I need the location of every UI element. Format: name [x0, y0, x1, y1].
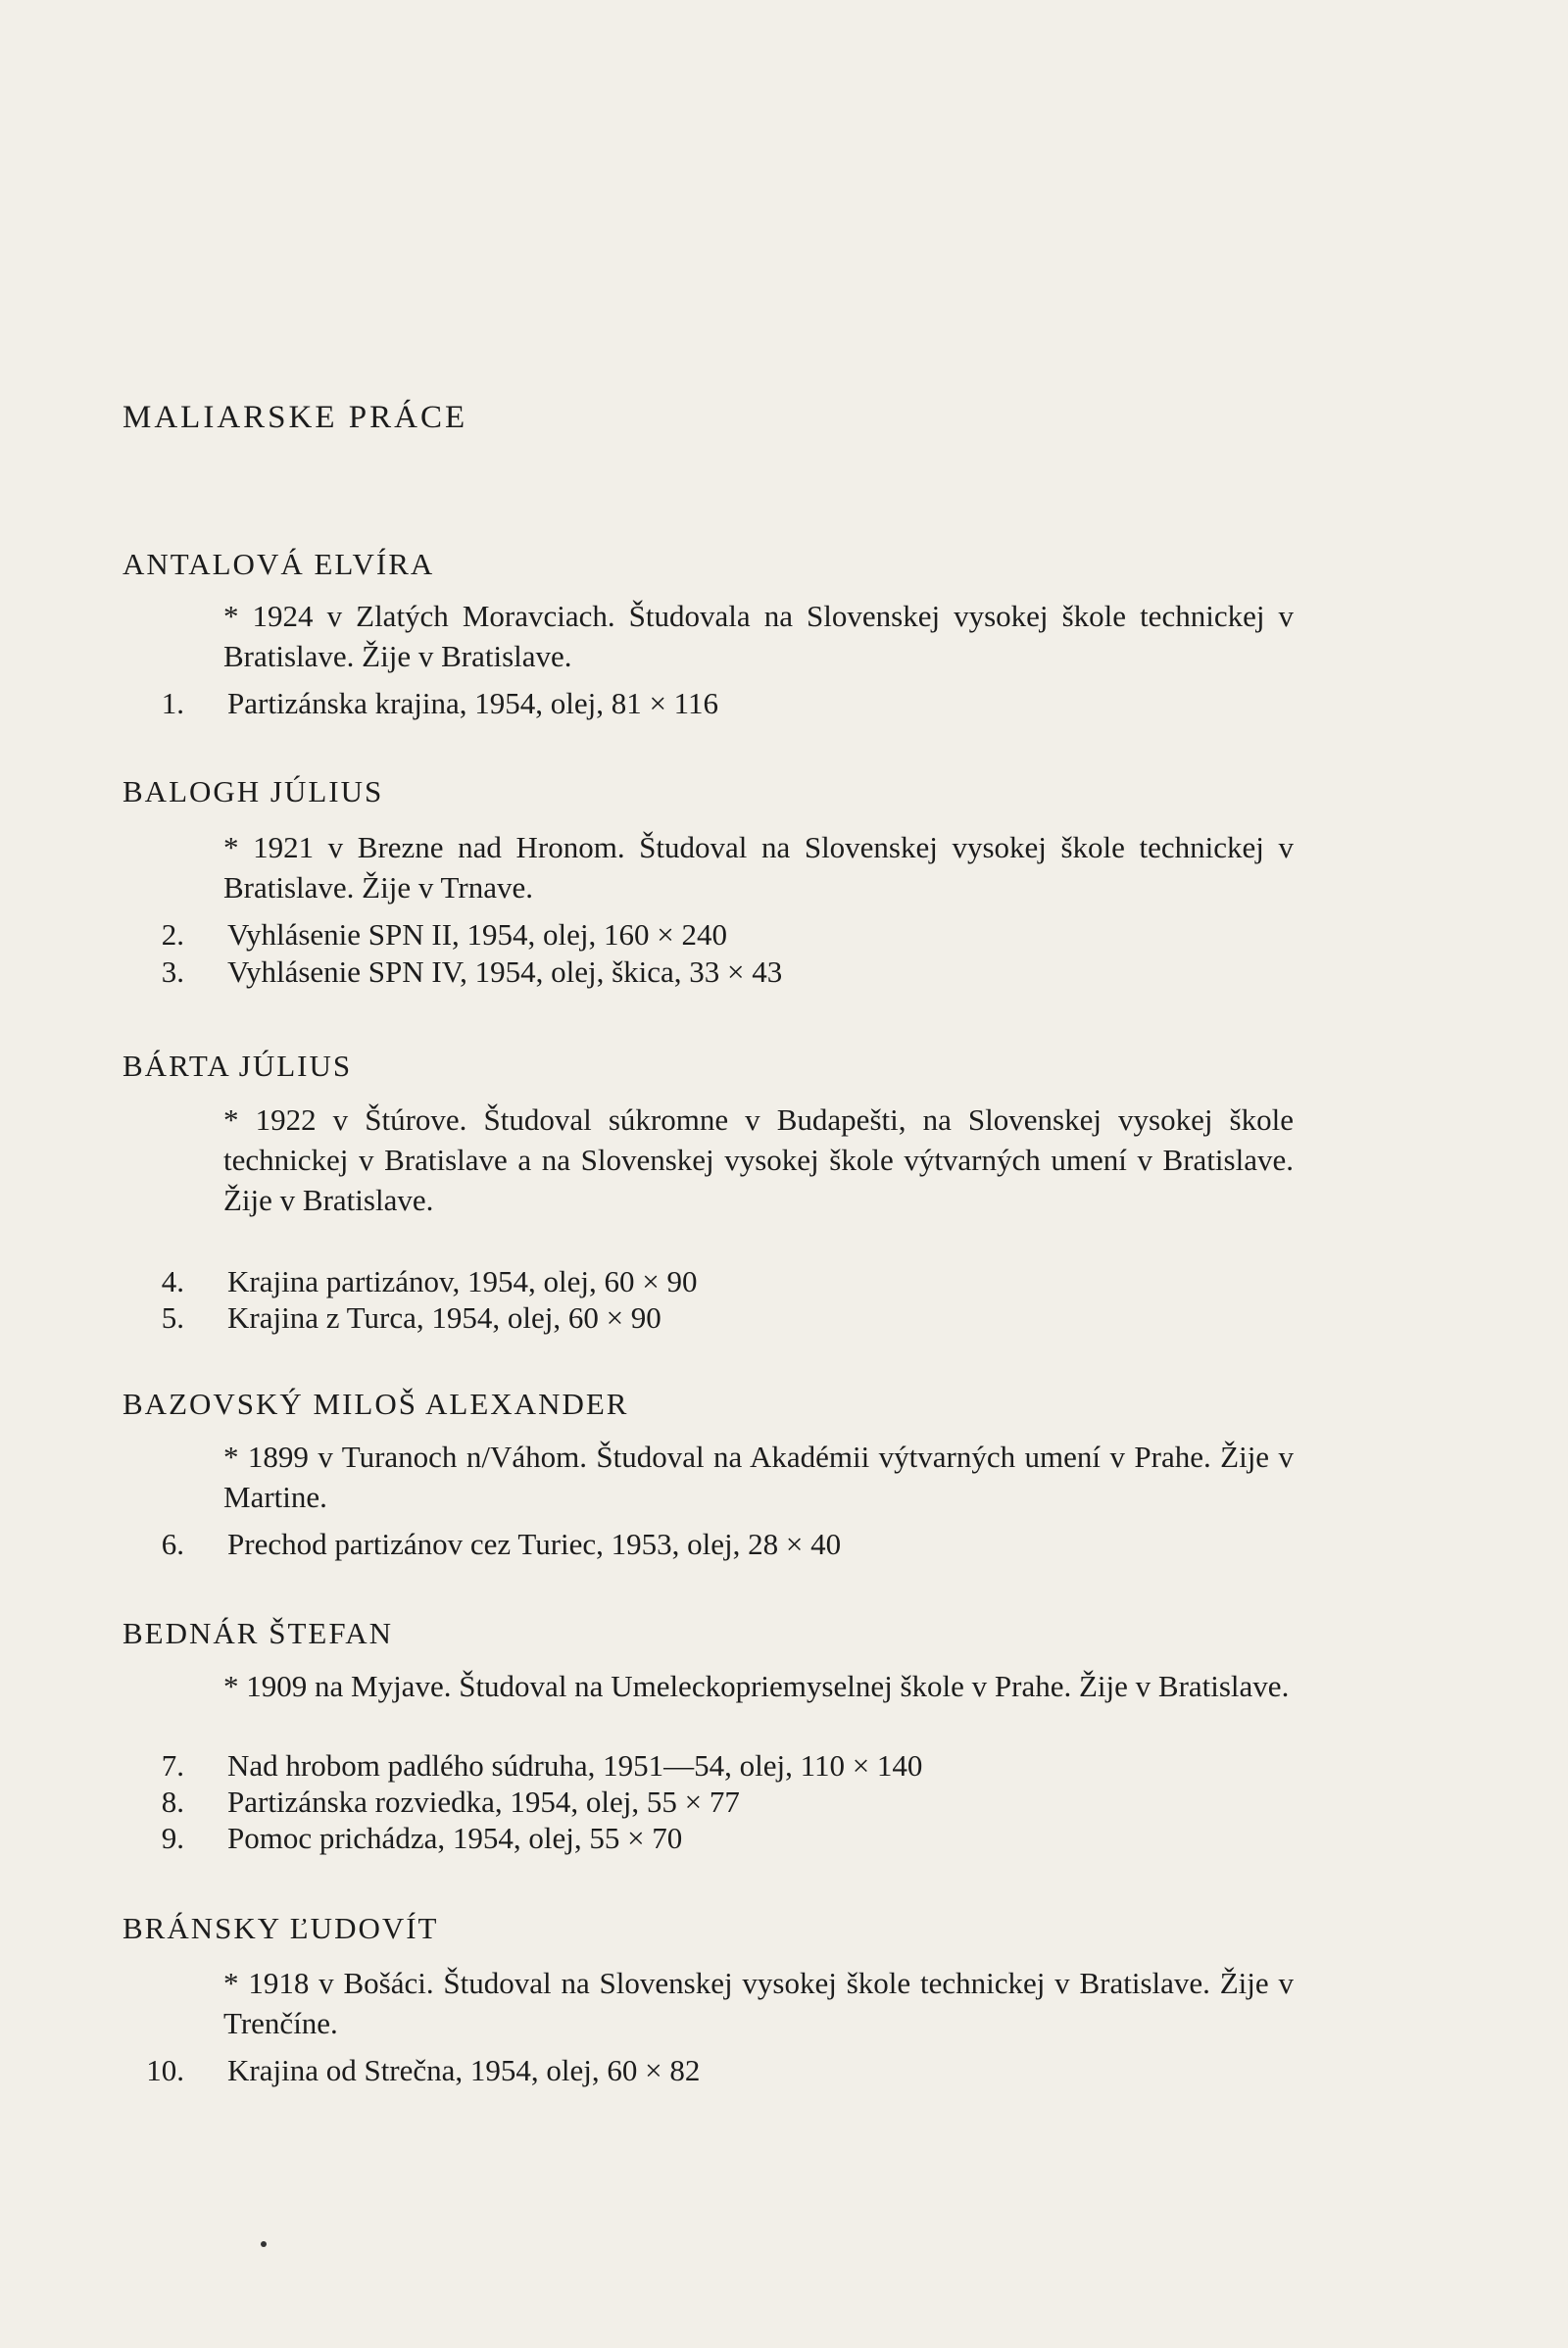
- work-number: 7.: [161, 1748, 184, 1783]
- artist-bio: * 1899 v Turanoch n/Váhom. Študoval na Akadémii výtvarných umení v Prahe. Žije v Martine.: [223, 1440, 1294, 1514]
- ink-speck: [261, 2241, 267, 2247]
- work-number: 5.: [161, 1300, 184, 1335]
- work-number: 9.: [161, 1821, 184, 1855]
- work-title: Prechod partizánov cez Turiec, 1953, olej, 28 × 40: [227, 1527, 842, 1561]
- work-title: Krajina partizánov, 1954, olej, 60 × 90: [227, 1264, 698, 1298]
- artist-name: BEDNÁR ŠTEFAN: [122, 1616, 394, 1650]
- artist-name: BALOGH JÚLIUS: [122, 774, 384, 808]
- work-number: 8.: [161, 1785, 184, 1819]
- work-title: Vyhlásenie SPN II, 1954, olej, 160 × 240: [227, 917, 728, 952]
- work-number: 10.: [146, 2053, 184, 2087]
- artist-bio: * 1924 v Zlatých Moravciach. Študovala na Slovenskej vysokej škole technickej v Bratislave. Žije v Bratislave.: [223, 599, 1294, 673]
- work-number: 3.: [161, 954, 184, 989]
- artist-bio: * 1921 v Brezne nad Hronom. Študoval na Slovenskej vysokej škole technickej v Bratislave. Žije v Trnave.: [223, 830, 1294, 905]
- artist-bio: * 1909 na Myjave. Študoval na Umeleckopriemyselnej škole v Prahe. Žije v Bratislave.: [223, 1669, 1290, 1703]
- work-number: 6.: [161, 1527, 184, 1561]
- artist-name: BAZOVSKÝ MILOŠ ALEXANDER: [122, 1387, 629, 1421]
- artist-name: BÁRTA JÚLIUS: [122, 1049, 353, 1083]
- work-title: Vyhlásenie SPN IV, 1954, olej, škica, 33 × 43: [227, 954, 783, 989]
- artist-name: BRÁNSKY ĽUDOVÍT: [122, 1911, 439, 1945]
- work-title: Krajina od Strečna, 1954, olej, 60 × 82: [227, 2053, 701, 2087]
- work-number: 4.: [161, 1264, 184, 1298]
- work-number: 2.: [161, 917, 184, 952]
- work-title: Pomoc prichádza, 1954, olej, 55 × 70: [227, 1821, 683, 1855]
- work-title: Partizánska krajina, 1954, olej, 81 × 116: [227, 686, 719, 720]
- artist-name: ANTALOVÁ ELVÍRA: [122, 547, 435, 581]
- artist-bio: * 1918 v Bošáci. Študoval na Slovenskej vysokej škole technickej v Bratislave. Žije v Trenčíne.: [223, 1966, 1294, 2040]
- artist-bio: * 1922 v Štúrove. Študoval súkromne v Budapešti, na Slovenskej vysokej škole technickej v Bratislave a na Slovenskej vysokej škole výtvarných umení v Bratislave. Žije v Bratislave.: [223, 1102, 1294, 1217]
- work-title: Nad hrobom padlého súdruha, 1951—54, olej, 110 × 140: [227, 1748, 923, 1783]
- work-title: Partizánska rozviedka, 1954, olej, 55 × 77: [227, 1785, 740, 1819]
- section-title: MALIARSKE PRÁCE: [122, 400, 468, 435]
- work-title: Krajina z Turca, 1954, olej, 60 × 90: [227, 1300, 662, 1335]
- work-number: 1.: [161, 686, 184, 720]
